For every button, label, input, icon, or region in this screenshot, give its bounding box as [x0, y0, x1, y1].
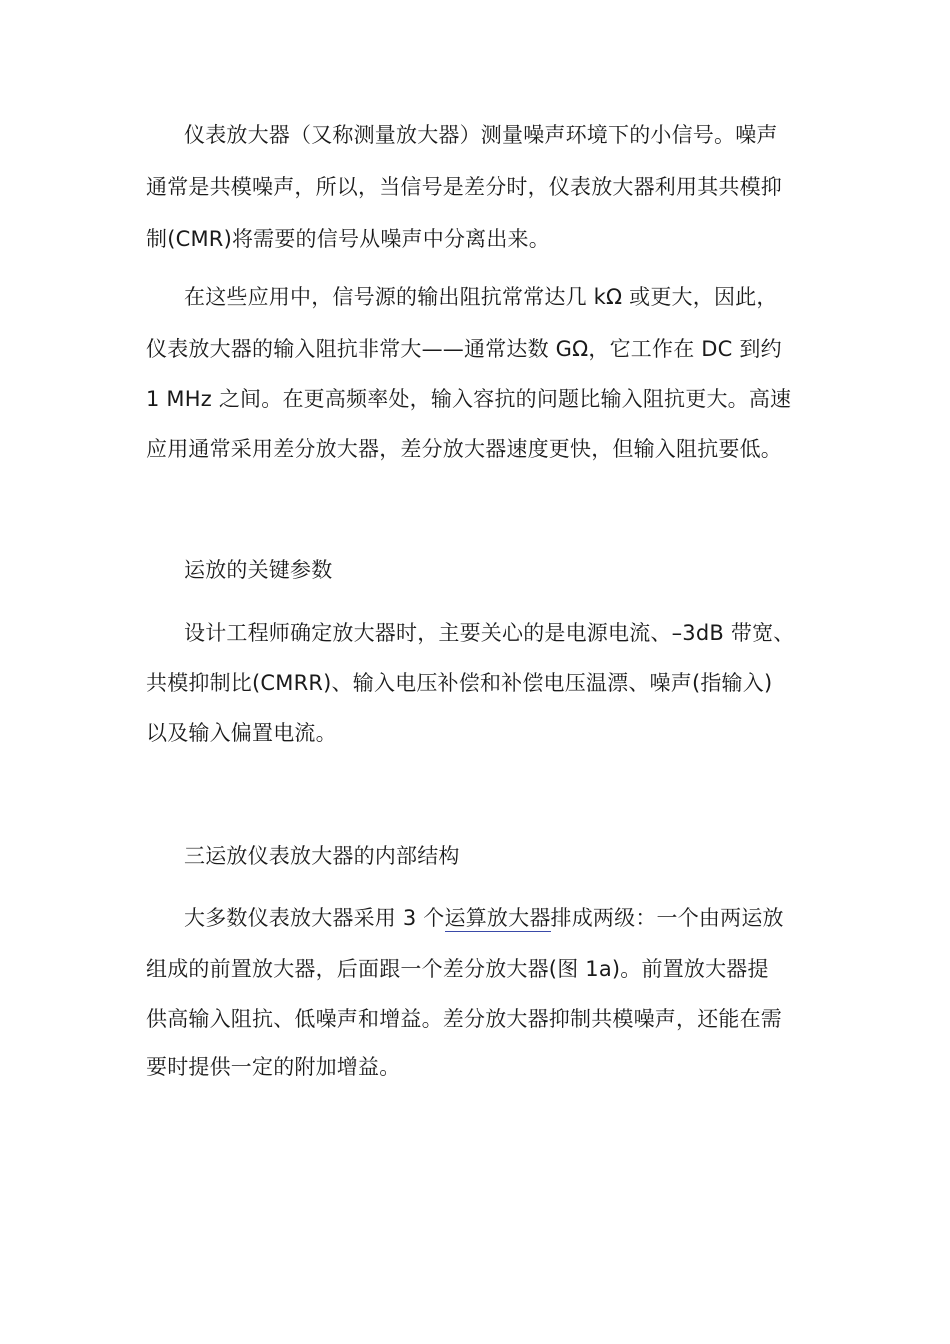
section-heading-internal-structure: 三运放仪表放大器的内部结构: [184, 844, 460, 868]
section-heading-key-parameters: 运放的关键参数: [184, 558, 333, 582]
paragraph-4-line-1-text-before: 大多数仪表放大器采用 3 个: [184, 906, 445, 930]
paragraph-4-line-1: [184, 903, 784, 933]
paragraph-2-line-4: 应用通常采用差分放大器，差分放大器速度更快，但输入阻抗要低。: [146, 437, 782, 461]
paragraph-2-line-1: 在这些应用中，信号源的输出阻抗常常达几 kΩ 或更大，因此，: [184, 285, 778, 309]
paragraph-3-line-2: 共模抑制比(CMRR)、输入电压补偿和补偿电压温漂、噪声(指输入): [146, 671, 773, 695]
paragraph-4-line-1-text-after: 排成两级：一个由两运放: [550, 906, 784, 930]
paragraph-4-line-4: 要时提供一定的附加增益。: [146, 1055, 401, 1079]
paragraph-2-line-2: 仪表放大器的输入阻抗非常大——通常达数 GΩ，它工作在 DC 到约: [146, 337, 782, 361]
paragraph-3-line-1: 设计工程师确定放大器时，主要关心的是电源电流、–3dB 带宽、: [184, 621, 795, 645]
op-amp-link[interactable]: 运算放大器: [444, 906, 551, 930]
paragraph-1-line-2: 通常是共模噪声，所以，当信号是差分时，仪表放大器利用其共模抑: [146, 175, 782, 199]
paragraph-4-line-2: 组成的前置放大器，后面跟一个差分放大器(图 1a)。前置放大器提: [146, 957, 769, 981]
paragraph-1-line-1: 仪表放大器（又称测量放大器）测量噪声环境下的小信号。噪声: [184, 123, 778, 147]
paragraph-4-line-3: 供高输入阻抗、低噪声和增益。差分放大器抑制共模噪声，还能在需: [146, 1007, 782, 1031]
paragraph-3-line-3: 以及输入偏置电流。: [146, 721, 337, 745]
paragraph-2-line-3: 1 MHz 之间。在更高频率处，输入容抗的问题比输入阻抗更大。高速: [146, 387, 792, 411]
paragraph-1-line-3: 制(CMR)将需要的信号从噪声中分离出来。: [146, 227, 550, 251]
